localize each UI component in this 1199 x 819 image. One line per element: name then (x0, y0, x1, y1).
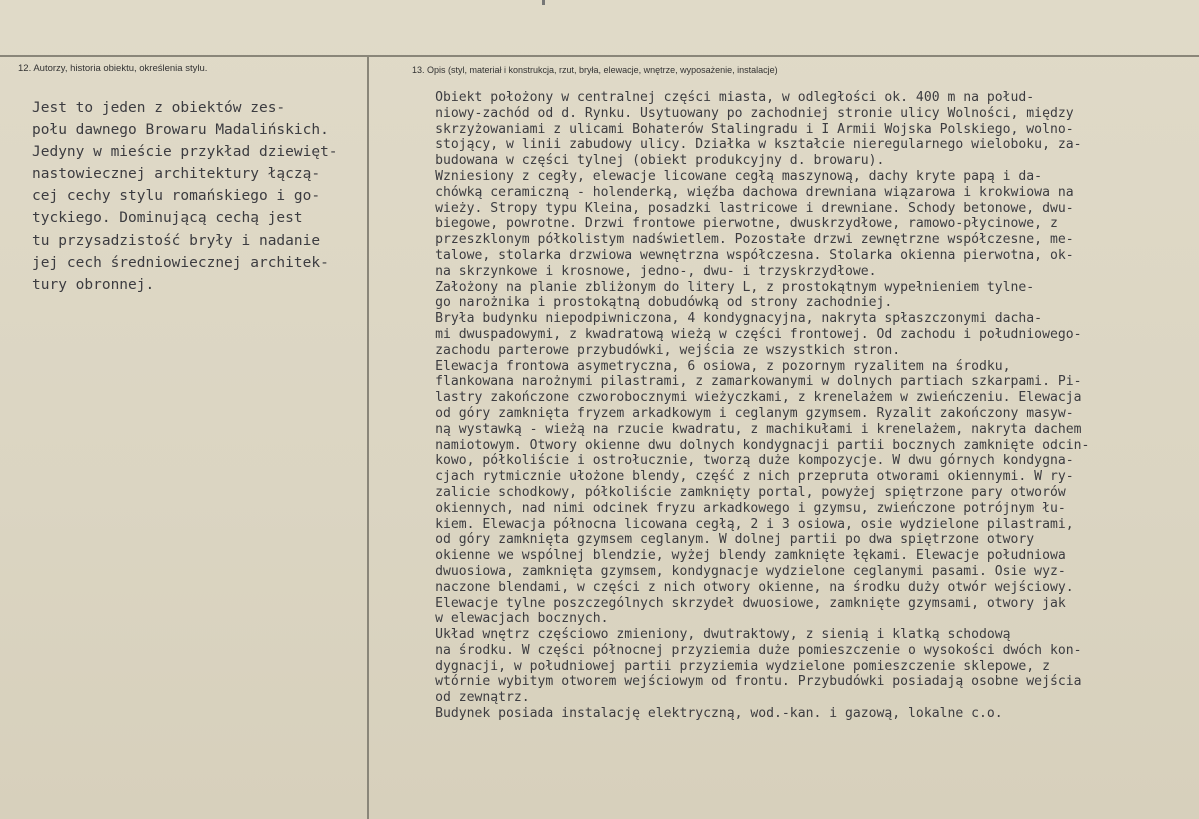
punch-mark (542, 0, 545, 5)
header-rule (0, 55, 1199, 57)
section-13-heading: 13. Opis (styl, materiał i konstrukcja, rzut, bryła, elewacje, wnętrze, wyposażenie, instalacje) (412, 65, 778, 75)
section-12-heading: 12. Autorzy, historia obiektu, określenia stylu. (18, 63, 208, 74)
column-divider (367, 57, 369, 819)
description-text: Obiekt położony w centralnej części miasta, w odległości ok. 400 m na połud- niowy-zachód od d. Rynku. Usytuowany po zachodniej stronie ulicy Wolności, między skrzyżowaniami z ulicami Bohaterów Stalingradu i I Armii Wojska Polskiego, wolno- stojący, w linii zabudowy ulicy. Działka w kształcie nieregularnego wieloboku, za- budowana w części tylnej (obiekt produkcyjny d. browaru). Wzniesiony z cegły, elewacje licowane cegłą maszynową, dachy kryte papą i da- chówką ceramiczną - holenderką, więźba dachowa drewniana wiązarowa i krokwiowa na wieży. Stropy typu Kleina, posadzki lastricowe i drewniane. Schody betonowe, dwu- biegowe, powrotne. Drzwi frontowe pierwotne, dwuskrzydłowe, ramowo-płycinowe, z przeszklonym półkolistym nadświetlem. Pozostałe drzwi zewnętrzne współczesne, me- talowe, stolarka drzwiowa wewnętrzna współczesna. Stolarka okienna pierwotna, ok- na skrzynkowe i krosnowe, jedno-, dwu- i trzyskrzydłowe. Założony na planie zbliżonym do litery L, z prostokątnym wypełnieniem tylne- go narożnika i prostokątną dobudówką od strony zachodniej. Bryła budynku niepodpiwniczona, 4 kondygnacyjna, nakryta spłaszczonymi dacha- mi dwuspadowymi, z kwadratową wieżą w części frontowej. Od zachodu i południowego- zachodu parterowe przybudówki, wejścia ze wszystkich stron. Elewacja frontowa asymetryczna, 6 osiowa, z pozornym ryzalitem na środku, flankowana narożnymi pilastrami, z zamarkowanymi w dolnych partiach szkarpami. Pi- lastry zakończone czworobocznymi wieżyczkami, z krenelażem w zwieńczeniu. Elewacja od góry zamknięta fryzem arkadkowym i ceglanym gzymsem. Ryzalit zakończony masyw- ną wystawką - wieżą na rzucie kwadratu, z machikułami i krenelażem, nakryta dachem namiotowym. Otwory okienne dwu dolnych kondygnacji partii bocznych zamknięte odcin- kowo, półkoliście i ostrołucznie, tworzą duże kompozycje. W dwu górnych kondygna- cjach rytmicznie ułożone blendy, część z nich przepruta otworami okiennymi. W ry- zalicie schodkowy, półkoliście zamknięty portal, powyżej spiętrzone pary otworów okiennych, nad nimi odcinek fryzu arkadkowego i gzymsu, zwieńczone potrójnym łu- kiem. Elewacja północna licowana cegłą, 2 i 3 osiowa, osie wydzielone pilastrami, od góry zamknięta gzymsem ceglanym. W dolnej partii po dwa spiętrzone otwory okienne we wspólnej blendzie, wyżej blendy zamknięte łękami. Elewacje południowa dwuosiowa, zamknięta gzymsem, kondygnacje wydzielone ceglanymi pasami. Osie wyz- naczone blendami, w części z nich otwory okienne, na środku duży otwór wejściowy. Elewacje tylne poszczególnych skrzydeł dwuosiowe, zamknięte gzymsami, otwory jak w elewacjach bocznych. Układ wnętrz częściowo zmieniony, dwutraktowy, z sienią i klatką schodową na środku. W części północnej przyziemia duże pomieszczenie o wysokości dwóch kon- dygnacji, w południowej partii przyziemia wydzielone pomieszczenie sklepowe, z wtórnie wybitym otworem wejściowym od frontu. Przybudówki posiadają osobne wejścia od zewnątrz. Budynek posiada instalację elektryczną, wod.-kan. i gazową, lokalne c.o. (435, 90, 1090, 722)
history-text: Jest to jeden z obiektów zes- połu dawnego Browaru Madalińskich. Jedyny w mieście przykład dziewięt- nastowiecznej architektury łączą- cej cechy stylu romańskiego i go- tyckiego. Dominującą cechą jest tu przysadzistość bryły i nadanie jej cech średniowiecznej architek- tury obronnej. (32, 100, 338, 293)
